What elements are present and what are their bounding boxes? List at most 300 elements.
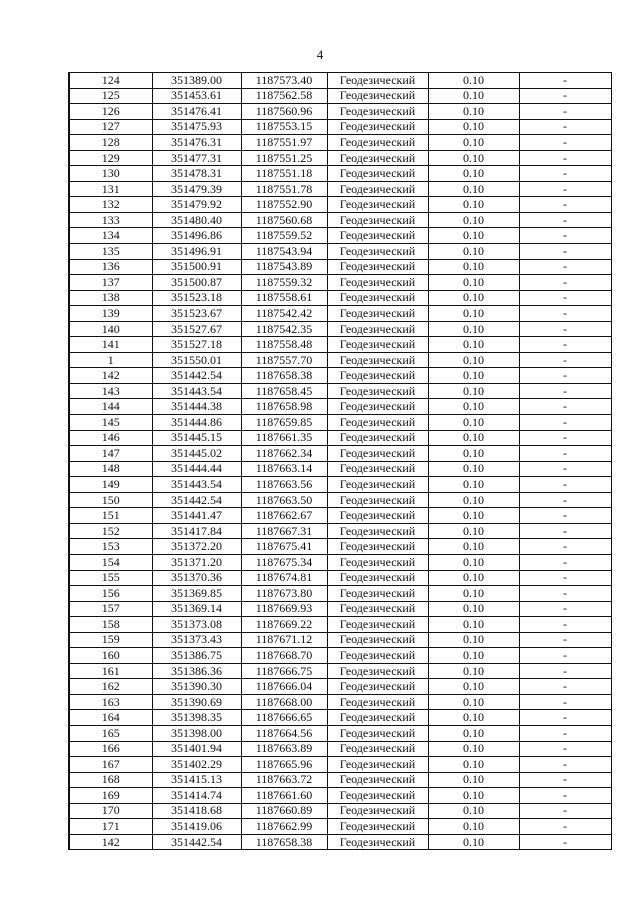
point-number-cell: 143 (69, 383, 152, 399)
accuracy-cell: 0.10 (428, 399, 519, 415)
table-row (69, 632, 611, 648)
accuracy-cell: 0.10 (428, 554, 519, 570)
table-row (69, 430, 611, 446)
table-row (69, 197, 611, 213)
table-row (69, 725, 611, 741)
x-coordinate-cell: 351442.54 (152, 492, 241, 508)
table-row (69, 259, 611, 275)
y-coordinate-cell: 1187560.68 (241, 212, 327, 228)
table-row (69, 446, 611, 462)
coordinates-table-body (69, 73, 611, 850)
accuracy-cell: 0.10 (428, 477, 519, 493)
method-cell: Геодезический (327, 679, 428, 695)
point-number-cell: 135 (69, 244, 152, 260)
point-number-cell: 128 (69, 135, 152, 151)
table-row (69, 119, 611, 135)
x-coordinate-cell: 351477.31 (152, 150, 241, 166)
x-coordinate-cell: 351500.87 (152, 275, 241, 291)
method-cell: Геодезический (327, 383, 428, 399)
table-row (69, 166, 611, 182)
method-cell: Геодезический (327, 601, 428, 617)
y-coordinate-cell: 1187542.35 (241, 321, 327, 337)
accuracy-cell: 0.10 (428, 352, 519, 368)
note-cell: - (519, 508, 611, 524)
table-row (69, 290, 611, 306)
point-number-cell: 158 (69, 617, 152, 633)
method-cell: Геодезический (327, 352, 428, 368)
accuracy-cell: 0.10 (428, 819, 519, 835)
accuracy-cell: 0.10 (428, 181, 519, 197)
point-number-cell: 157 (69, 601, 152, 617)
x-coordinate-cell: 351453.61 (152, 88, 241, 104)
table-row (69, 104, 611, 120)
x-coordinate-cell: 351443.54 (152, 383, 241, 399)
x-coordinate-cell: 351390.69 (152, 694, 241, 710)
x-coordinate-cell: 351523.18 (152, 290, 241, 306)
method-cell: Геодезический (327, 508, 428, 524)
note-cell: - (519, 244, 611, 260)
accuracy-cell: 0.10 (428, 757, 519, 773)
method-cell: Геодезический (327, 73, 428, 89)
point-number-cell: 139 (69, 306, 152, 322)
table-row (69, 617, 611, 633)
y-coordinate-cell: 1187671.12 (241, 632, 327, 648)
accuracy-cell: 0.10 (428, 492, 519, 508)
x-coordinate-cell: 351442.54 (152, 368, 241, 384)
note-cell: - (519, 772, 611, 788)
table-row (69, 819, 611, 835)
table-row (69, 539, 611, 555)
x-coordinate-cell: 351444.44 (152, 461, 241, 477)
accuracy-cell: 0.10 (428, 150, 519, 166)
note-cell: - (519, 430, 611, 446)
table-row (69, 415, 611, 431)
note-cell: - (519, 197, 611, 213)
accuracy-cell: 0.10 (428, 508, 519, 524)
x-coordinate-cell: 351444.38 (152, 399, 241, 415)
table-row (69, 586, 611, 602)
method-cell: Геодезический (327, 523, 428, 539)
method-cell: Геодезический (327, 617, 428, 633)
x-coordinate-cell: 351475.93 (152, 119, 241, 135)
x-coordinate-cell: 351370.36 (152, 570, 241, 586)
note-cell: - (519, 181, 611, 197)
table-row (69, 150, 611, 166)
point-number-cell: 133 (69, 212, 152, 228)
y-coordinate-cell: 1187668.70 (241, 648, 327, 664)
note-cell: - (519, 383, 611, 399)
point-number-cell: 137 (69, 275, 152, 291)
accuracy-cell: 0.10 (428, 679, 519, 695)
table-row (69, 648, 611, 664)
method-cell: Геодезический (327, 446, 428, 462)
note-cell: - (519, 321, 611, 337)
accuracy-cell: 0.10 (428, 539, 519, 555)
point-number-cell: 134 (69, 228, 152, 244)
accuracy-cell: 0.10 (428, 601, 519, 617)
method-cell: Геодезический (327, 477, 428, 493)
accuracy-cell: 0.10 (428, 663, 519, 679)
accuracy-cell: 0.10 (428, 725, 519, 741)
table-row (69, 212, 611, 228)
note-cell: - (519, 492, 611, 508)
accuracy-cell: 0.10 (428, 212, 519, 228)
note-cell: - (519, 710, 611, 726)
y-coordinate-cell: 1187662.34 (241, 446, 327, 462)
accuracy-cell: 0.10 (428, 73, 519, 89)
table-row (69, 570, 611, 586)
x-coordinate-cell: 351527.18 (152, 337, 241, 353)
note-cell: - (519, 679, 611, 695)
accuracy-cell: 0.10 (428, 415, 519, 431)
note-cell: - (519, 834, 611, 850)
note-cell: - (519, 275, 611, 291)
y-coordinate-cell: 1187668.00 (241, 694, 327, 710)
point-number-cell: 154 (69, 554, 152, 570)
x-coordinate-cell: 351369.85 (152, 586, 241, 602)
note-cell: - (519, 88, 611, 104)
x-coordinate-cell: 351441.47 (152, 508, 241, 524)
note-cell: - (519, 337, 611, 353)
point-number-cell: 130 (69, 166, 152, 182)
x-coordinate-cell: 351398.00 (152, 725, 241, 741)
table-row (69, 321, 611, 337)
y-coordinate-cell: 1187663.89 (241, 741, 327, 757)
y-coordinate-cell: 1187551.25 (241, 150, 327, 166)
point-number-cell: 131 (69, 181, 152, 197)
method-cell: Геодезический (327, 259, 428, 275)
x-coordinate-cell: 351476.31 (152, 135, 241, 151)
table-row (69, 601, 611, 617)
method-cell: Геодезический (327, 430, 428, 446)
y-coordinate-cell: 1187658.45 (241, 383, 327, 399)
note-cell: - (519, 694, 611, 710)
point-number-cell: 129 (69, 150, 152, 166)
table-row (69, 88, 611, 104)
method-cell: Геодезический (327, 757, 428, 773)
y-coordinate-cell: 1187667.31 (241, 523, 327, 539)
point-number-cell: 161 (69, 663, 152, 679)
method-cell: Геодезический (327, 150, 428, 166)
accuracy-cell: 0.10 (428, 803, 519, 819)
point-number-cell: 151 (69, 508, 152, 524)
method-cell: Геодезический (327, 337, 428, 353)
x-coordinate-cell: 351480.40 (152, 212, 241, 228)
accuracy-cell: 0.10 (428, 244, 519, 260)
accuracy-cell: 0.10 (428, 461, 519, 477)
y-coordinate-cell: 1187666.75 (241, 663, 327, 679)
y-coordinate-cell: 1187664.56 (241, 725, 327, 741)
point-number-cell: 150 (69, 492, 152, 508)
note-cell: - (519, 632, 611, 648)
point-number-cell: 142 (69, 834, 152, 850)
x-coordinate-cell: 351419.06 (152, 819, 241, 835)
method-cell: Геодезический (327, 539, 428, 555)
y-coordinate-cell: 1187663.14 (241, 461, 327, 477)
x-coordinate-cell: 351417.84 (152, 523, 241, 539)
x-coordinate-cell: 351372.20 (152, 539, 241, 555)
table-row (69, 757, 611, 773)
point-number-cell: 145 (69, 415, 152, 431)
x-coordinate-cell: 351415.13 (152, 772, 241, 788)
accuracy-cell: 0.10 (428, 570, 519, 586)
table-row (69, 181, 611, 197)
accuracy-cell: 0.10 (428, 446, 519, 462)
y-coordinate-cell: 1187551.18 (241, 166, 327, 182)
note-cell: - (519, 725, 611, 741)
y-coordinate-cell: 1187662.99 (241, 819, 327, 835)
y-coordinate-cell: 1187658.98 (241, 399, 327, 415)
point-number-cell: 138 (69, 290, 152, 306)
point-number-cell: 144 (69, 399, 152, 415)
point-number-cell: 127 (69, 119, 152, 135)
x-coordinate-cell: 351371.20 (152, 554, 241, 570)
method-cell: Геодезический (327, 399, 428, 415)
x-coordinate-cell: 351496.86 (152, 228, 241, 244)
x-coordinate-cell: 351527.67 (152, 321, 241, 337)
point-number-cell: 156 (69, 586, 152, 602)
x-coordinate-cell: 351500.91 (152, 259, 241, 275)
y-coordinate-cell: 1187562.58 (241, 88, 327, 104)
y-coordinate-cell: 1187552.90 (241, 197, 327, 213)
point-number-cell: 126 (69, 104, 152, 120)
method-cell: Геодезический (327, 788, 428, 804)
accuracy-cell: 0.10 (428, 648, 519, 664)
y-coordinate-cell: 1187675.41 (241, 539, 327, 555)
x-coordinate-cell: 351476.41 (152, 104, 241, 120)
x-coordinate-cell: 351373.43 (152, 632, 241, 648)
y-coordinate-cell: 1187661.60 (241, 788, 327, 804)
y-coordinate-cell: 1187663.72 (241, 772, 327, 788)
note-cell: - (519, 368, 611, 384)
point-number-cell: 162 (69, 679, 152, 695)
y-coordinate-cell: 1187662.67 (241, 508, 327, 524)
note-cell: - (519, 352, 611, 368)
method-cell: Геодезический (327, 321, 428, 337)
point-number-cell: 148 (69, 461, 152, 477)
y-coordinate-cell: 1187659.85 (241, 415, 327, 431)
y-coordinate-cell: 1187553.15 (241, 119, 327, 135)
x-coordinate-cell: 351479.92 (152, 197, 241, 213)
y-coordinate-cell: 1187558.48 (241, 337, 327, 353)
page-number: 4 (316, 47, 324, 62)
method-cell: Геодезический (327, 166, 428, 182)
table-row (69, 306, 611, 322)
point-number-cell: 149 (69, 477, 152, 493)
method-cell: Геодезический (327, 710, 428, 726)
note-cell: - (519, 306, 611, 322)
table-row (69, 135, 611, 151)
x-coordinate-cell: 351386.36 (152, 663, 241, 679)
accuracy-cell: 0.10 (428, 104, 519, 120)
x-coordinate-cell: 351402.29 (152, 757, 241, 773)
method-cell: Геодезический (327, 197, 428, 213)
x-coordinate-cell: 351418.68 (152, 803, 241, 819)
y-coordinate-cell: 1187675.34 (241, 554, 327, 570)
x-coordinate-cell: 351398.35 (152, 710, 241, 726)
y-coordinate-cell: 1187551.97 (241, 135, 327, 151)
method-cell: Геодезический (327, 694, 428, 710)
y-coordinate-cell: 1187669.93 (241, 601, 327, 617)
method-cell: Геодезический (327, 415, 428, 431)
y-coordinate-cell: 1187560.96 (241, 104, 327, 120)
method-cell: Геодезический (327, 803, 428, 819)
point-number-cell: 125 (69, 88, 152, 104)
point-number-cell: 155 (69, 570, 152, 586)
table-row (69, 710, 611, 726)
point-number-cell: 168 (69, 772, 152, 788)
point-number-cell: 169 (69, 788, 152, 804)
point-number-cell: 171 (69, 819, 152, 835)
table-row (69, 368, 611, 384)
note-cell: - (519, 461, 611, 477)
note-cell: - (519, 586, 611, 602)
accuracy-cell: 0.10 (428, 321, 519, 337)
note-cell: - (519, 601, 611, 617)
point-number-cell: 165 (69, 725, 152, 741)
point-number-cell: 124 (69, 73, 152, 89)
method-cell: Геодезический (327, 819, 428, 835)
method-cell: Геодезический (327, 648, 428, 664)
x-coordinate-cell: 351389.00 (152, 73, 241, 89)
y-coordinate-cell: 1187559.32 (241, 275, 327, 291)
note-cell: - (519, 104, 611, 120)
accuracy-cell: 0.10 (428, 632, 519, 648)
accuracy-cell: 0.10 (428, 788, 519, 804)
accuracy-cell: 0.10 (428, 834, 519, 850)
method-cell: Геодезический (327, 492, 428, 508)
x-coordinate-cell: 351401.94 (152, 741, 241, 757)
method-cell: Геодезический (327, 181, 428, 197)
point-number-cell: 140 (69, 321, 152, 337)
y-coordinate-cell: 1187673.80 (241, 586, 327, 602)
point-number-cell: 167 (69, 757, 152, 773)
accuracy-cell: 0.10 (428, 275, 519, 291)
method-cell: Геодезический (327, 586, 428, 602)
x-coordinate-cell: 351386.75 (152, 648, 241, 664)
method-cell: Геодезический (327, 570, 428, 586)
note-cell: - (519, 523, 611, 539)
note-cell: - (519, 819, 611, 835)
accuracy-cell: 0.10 (428, 710, 519, 726)
table-row (69, 803, 611, 819)
x-coordinate-cell: 351373.08 (152, 617, 241, 633)
method-cell: Геодезический (327, 632, 428, 648)
note-cell: - (519, 570, 611, 586)
table-row (69, 679, 611, 695)
x-coordinate-cell: 351414.74 (152, 788, 241, 804)
accuracy-cell: 0.10 (428, 135, 519, 151)
method-cell: Геодезический (327, 119, 428, 135)
method-cell: Геодезический (327, 554, 428, 570)
note-cell: - (519, 648, 611, 664)
accuracy-cell: 0.10 (428, 741, 519, 757)
method-cell: Геодезический (327, 461, 428, 477)
x-coordinate-cell: 351496.91 (152, 244, 241, 260)
table-row (69, 554, 611, 570)
note-cell: - (519, 617, 611, 633)
accuracy-cell: 0.10 (428, 228, 519, 244)
point-number-cell: 166 (69, 741, 152, 757)
table-row (69, 228, 611, 244)
note-cell: - (519, 228, 611, 244)
accuracy-cell: 0.10 (428, 259, 519, 275)
table-row (69, 477, 611, 493)
y-coordinate-cell: 1187658.38 (241, 368, 327, 384)
y-coordinate-cell: 1187663.50 (241, 492, 327, 508)
y-coordinate-cell: 1187666.04 (241, 679, 327, 695)
note-cell: - (519, 663, 611, 679)
method-cell: Геодезический (327, 725, 428, 741)
method-cell: Геодезический (327, 368, 428, 384)
point-number-cell: 170 (69, 803, 152, 819)
point-number-cell: 141 (69, 337, 152, 353)
x-coordinate-cell: 351445.15 (152, 430, 241, 446)
accuracy-cell: 0.10 (428, 694, 519, 710)
note-cell: - (519, 741, 611, 757)
note-cell: - (519, 166, 611, 182)
x-coordinate-cell: 351369.14 (152, 601, 241, 617)
method-cell: Геодезический (327, 135, 428, 151)
method-cell: Геодезический (327, 290, 428, 306)
note-cell: - (519, 539, 611, 555)
table-row (69, 788, 611, 804)
table-row (69, 383, 611, 399)
note-cell: - (519, 259, 611, 275)
point-number-cell: 132 (69, 197, 152, 213)
table-row (69, 399, 611, 415)
table-row (69, 461, 611, 477)
method-cell: Геодезический (327, 275, 428, 291)
table-row (69, 492, 611, 508)
method-cell: Геодезический (327, 244, 428, 260)
note-cell: - (519, 119, 611, 135)
point-number-cell: 163 (69, 694, 152, 710)
point-number-cell: 147 (69, 446, 152, 462)
table-row (69, 337, 611, 353)
table-row (69, 352, 611, 368)
table-row (69, 772, 611, 788)
y-coordinate-cell: 1187559.52 (241, 228, 327, 244)
accuracy-cell: 0.10 (428, 197, 519, 213)
method-cell: Геодезический (327, 228, 428, 244)
y-coordinate-cell: 1187663.56 (241, 477, 327, 493)
accuracy-cell: 0.10 (428, 772, 519, 788)
coordinates-table (68, 72, 612, 850)
x-coordinate-cell: 351445.02 (152, 446, 241, 462)
point-number-cell: 142 (69, 368, 152, 384)
y-coordinate-cell: 1187573.40 (241, 73, 327, 89)
note-cell: - (519, 212, 611, 228)
y-coordinate-cell: 1187558.61 (241, 290, 327, 306)
method-cell: Геодезический (327, 88, 428, 104)
note-cell: - (519, 399, 611, 415)
method-cell: Геодезический (327, 834, 428, 850)
accuracy-cell: 0.10 (428, 368, 519, 384)
x-coordinate-cell: 351443.54 (152, 477, 241, 493)
point-number-cell: 146 (69, 430, 152, 446)
table-row (69, 508, 611, 524)
method-cell: Геодезический (327, 212, 428, 228)
accuracy-cell: 0.10 (428, 119, 519, 135)
note-cell: - (519, 415, 611, 431)
x-coordinate-cell: 351442.54 (152, 834, 241, 850)
y-coordinate-cell: 1187557.70 (241, 352, 327, 368)
method-cell: Геодезический (327, 741, 428, 757)
note-cell: - (519, 477, 611, 493)
x-coordinate-cell: 351550.01 (152, 352, 241, 368)
note-cell: - (519, 290, 611, 306)
